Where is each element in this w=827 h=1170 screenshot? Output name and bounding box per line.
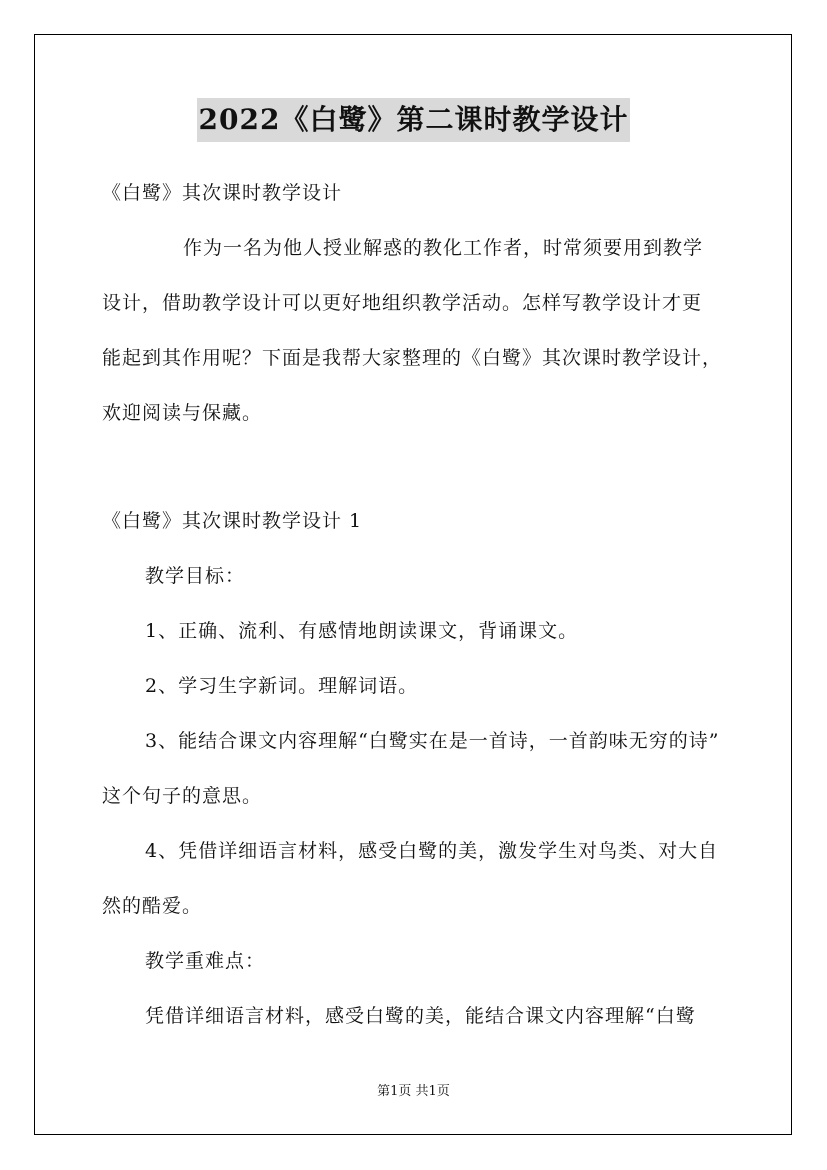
objectives-label: 教学目标： xyxy=(145,565,246,587)
objective-item: 3、能结合课文内容理解“白鹭实在是一首诗，一首韵味无穷的诗” xyxy=(145,730,720,752)
intro-paragraph-line: 设计，借助教学设计可以更好地组织教学活动。怎样写教学设计才更 xyxy=(102,292,703,314)
document-title: 2022《白鹭》第二课时教学设计 xyxy=(197,98,631,142)
key-points-label: 教学重难点： xyxy=(145,950,266,972)
objective-item: 4、凭借详细语言材料，感受白鹭的美，激发学生对鸟类、对大自 xyxy=(145,840,719,862)
objective-item: 1、正确、流利、有感情地朗读课文，背诵课文。 xyxy=(145,620,579,642)
objective-item-continued: 然的酷爱。 xyxy=(102,895,203,917)
objective-item: 2、学习生字新词。理解词语。 xyxy=(145,675,419,697)
objective-item-continued: 这个句子的意思。 xyxy=(102,785,263,807)
intro-paragraph-line: 作为一名为他人授业解惑的教化工作者，时常须要用到教学 xyxy=(183,237,704,259)
title-wrap xyxy=(0,98,827,142)
key-points-text: 凭借详细语言材料，感受白鹭的美，能结合课文内容理解“白鹭 xyxy=(145,1005,696,1027)
page-footer: 第1页 共1页 xyxy=(377,1084,450,1099)
intro-paragraph-line: 欢迎阅读与保藏。 xyxy=(102,402,263,424)
subsection-heading: 《白鹭》其次课时教学设计 1 xyxy=(102,510,363,532)
intro-paragraph-line: 能起到其作用呢？下面是我帮大家整理的《白鹭》其次课时教学设计， xyxy=(102,347,723,369)
section-heading: 《白鹭》其次课时教学设计 xyxy=(102,182,343,204)
